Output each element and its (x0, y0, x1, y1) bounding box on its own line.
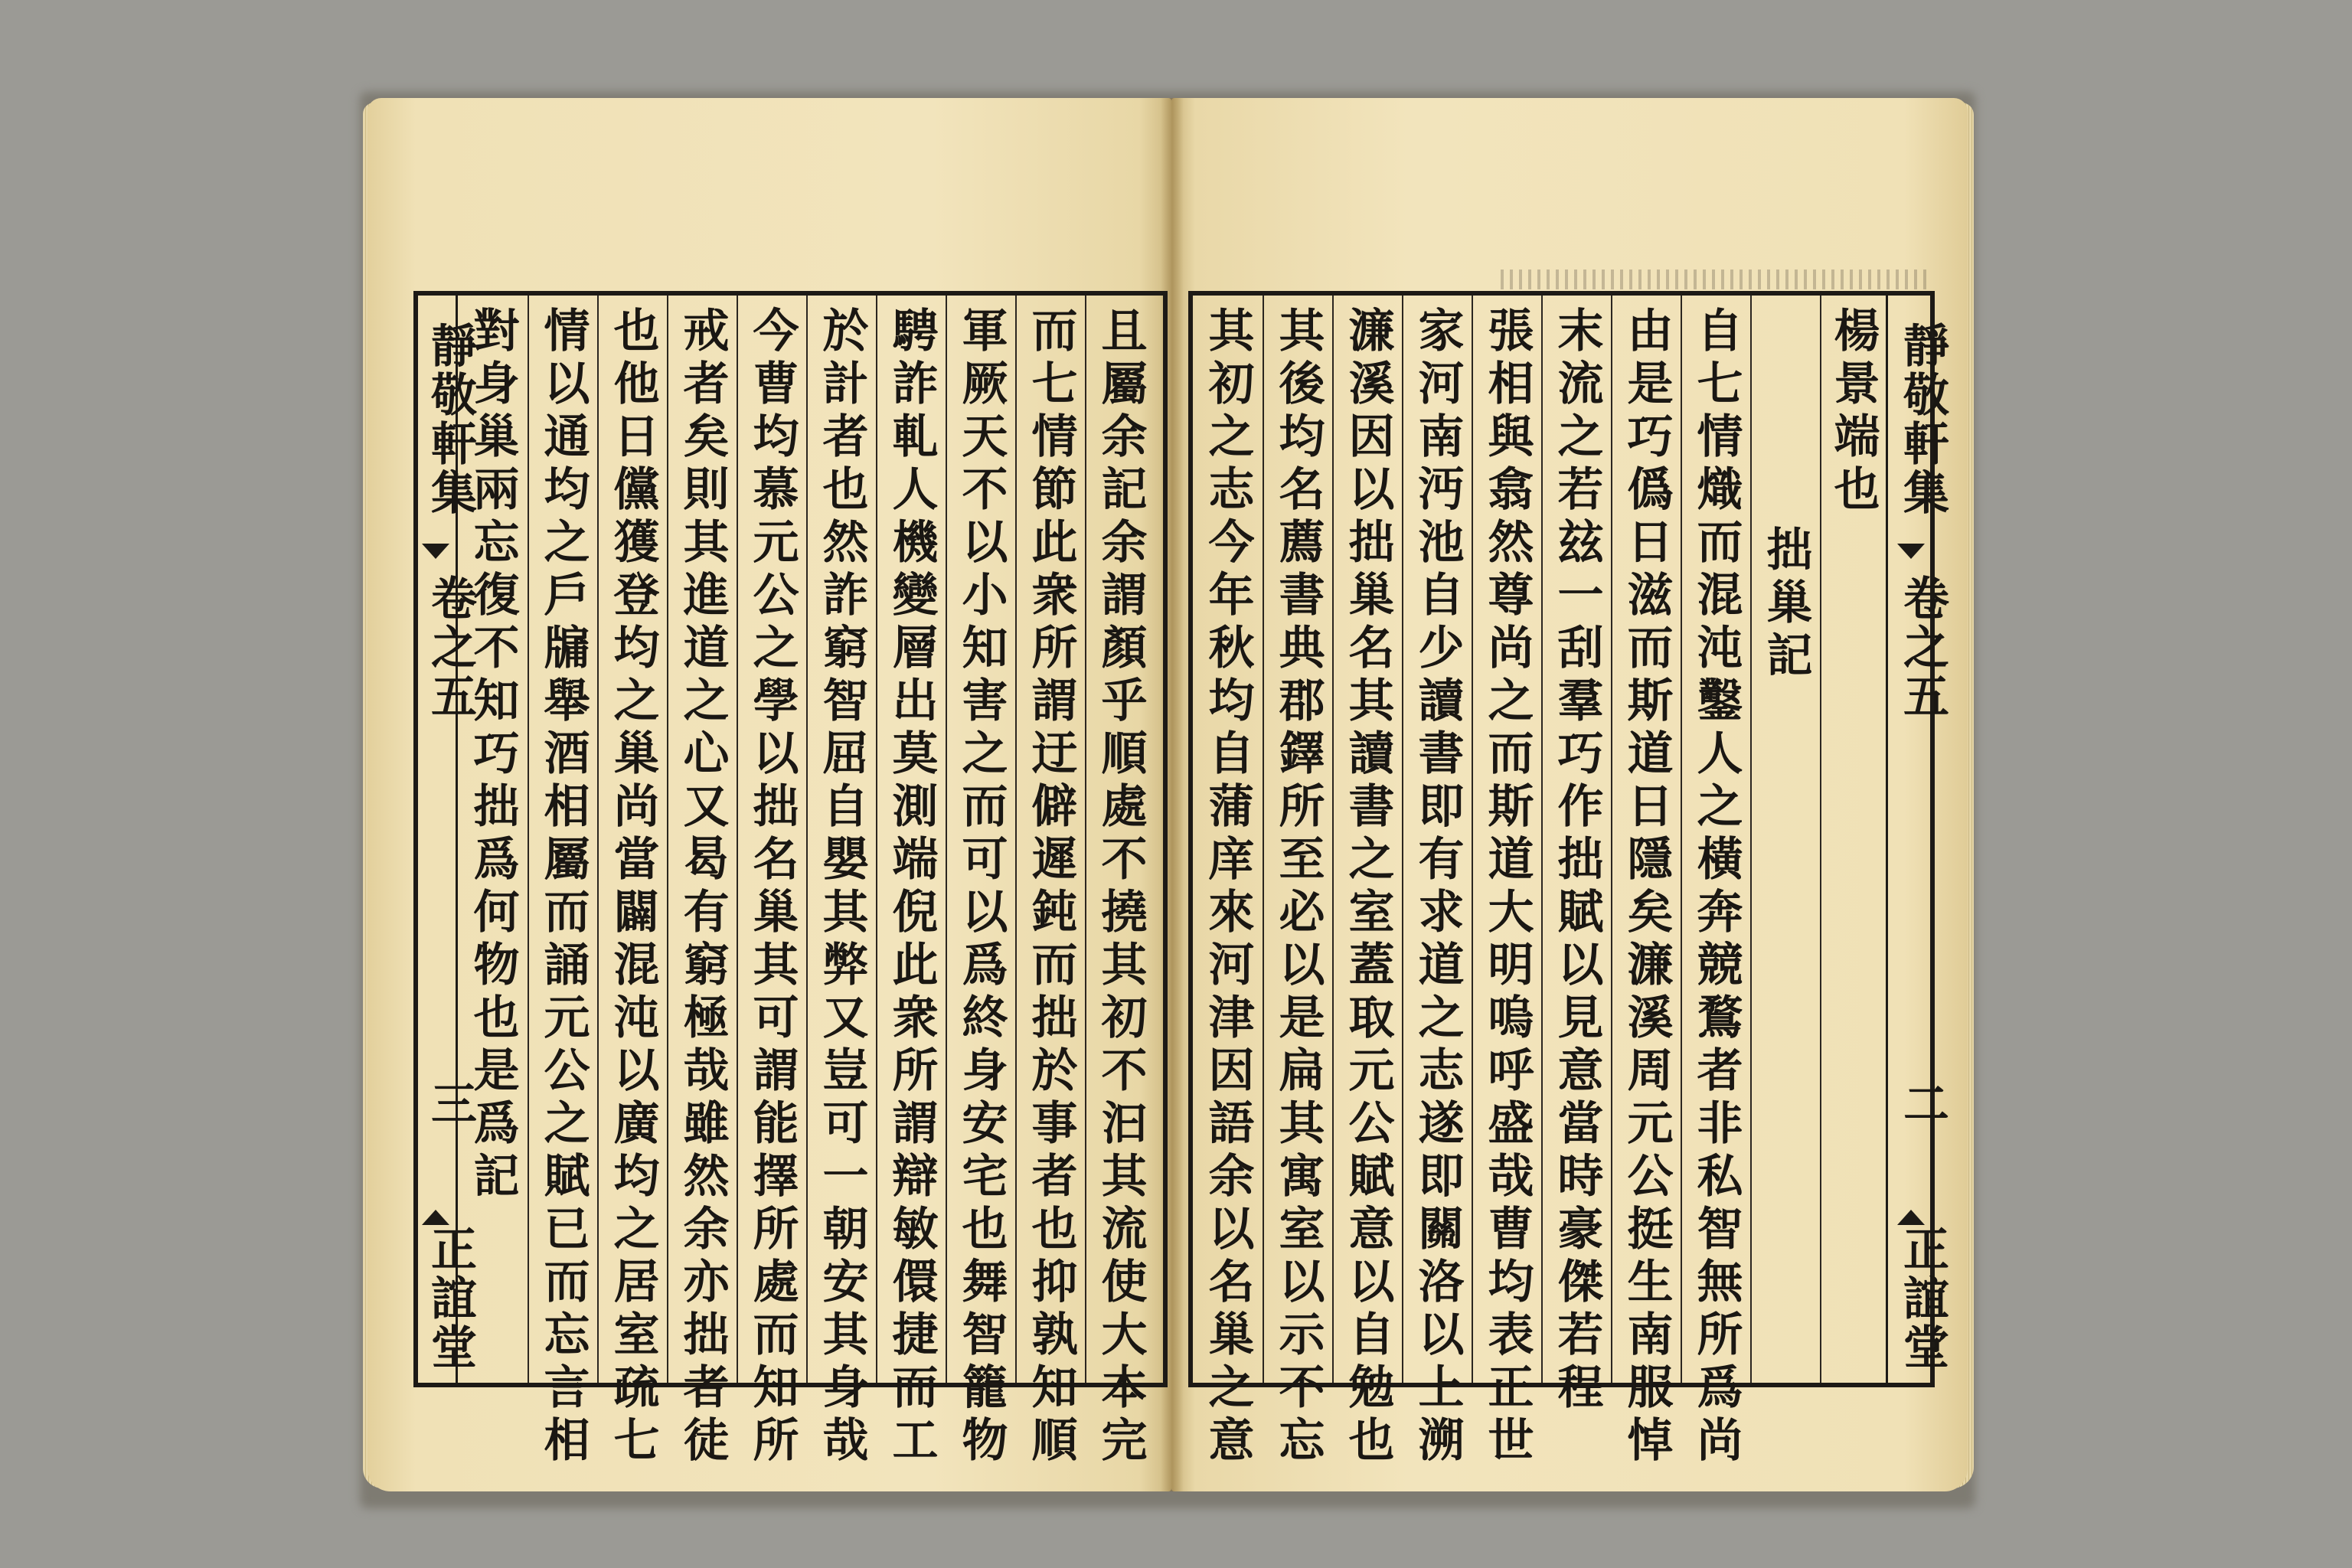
text-line: 家河南沔池自少讀書即有求道之志遂即關洛以上溯 (1410, 306, 1465, 1468)
text-line: 由是巧僞日滋而斯道日隱矣濂溪周元公挺生南服悼 (1619, 306, 1674, 1468)
text-line: 楊景端也 (1826, 306, 1880, 518)
left-text-column-4 (877, 296, 946, 1468)
left-margin-page: 三 (423, 1080, 477, 1129)
left-text-column-2 (1016, 296, 1086, 1468)
text-line: 濂溪因以拙巢名其讀書之室蓋取元公賦意以自勉也 (1341, 306, 1395, 1468)
text-line: 張相與翕然尊尚之而斯道大明嗚呼盛哉曹均表正世 (1480, 306, 1534, 1468)
text-line: 情以通均之戶牖舉酒相屬而誦元公之賦已而忘言相 (536, 306, 590, 1468)
fish-tail-mark-bottom (1897, 1210, 1925, 1225)
left-text-column-7 (668, 296, 737, 1468)
right-text-frame (1188, 291, 1949, 1468)
right-text-column-10 (1193, 296, 1263, 1468)
left-text-column-3 (946, 296, 1016, 1468)
text-line: 而七情節此衆所謂迂僻遲鈍而拙於事者也抑孰知順 (1024, 306, 1078, 1468)
text-line: 自七情熾而混沌鑿人之橫奔競鶩者非私智無所爲尚 (1689, 306, 1743, 1468)
left-text-frame (413, 291, 1168, 1468)
right-text-column-1 (1821, 296, 1886, 1383)
left-margin-publisher: 正誼堂 (423, 1225, 477, 1372)
right-text-column-6 (1472, 296, 1542, 1468)
ink-bleed (1501, 270, 1929, 289)
right-page-center-column (1886, 291, 1949, 1387)
text-line: 其初之志今年秋均自蒲庠來河津因語余以名巢之意 (1200, 306, 1255, 1468)
text-line: 也他日儻獲登均之巢尚當闢混沌以廣均之居室疏七 (606, 306, 660, 1468)
right-text-column-8 (1333, 296, 1403, 1468)
fish-tail-mark-bottom (422, 1210, 449, 1225)
right-text-column-2 (1751, 296, 1821, 1383)
right-text-column-5 (1542, 296, 1612, 1416)
text-line: 騁詐軋人機變層出莫測端倪此衆所謂辯敏儇捷而工 (884, 306, 939, 1468)
right-text-column-4 (1612, 296, 1681, 1468)
text-line: 軍厥天不以小知害之而可以爲終身安宅也舞智籠物 (954, 306, 1008, 1468)
text-line: 對身巢兩忘復不知巧拙爲何物也是爲記 (466, 306, 520, 1204)
right-margin-volume: 卷之五 (1896, 574, 1949, 721)
essay-title: 拙巢記 (1759, 525, 1813, 684)
left-text-column-8 (598, 296, 668, 1468)
text-line: 且屬余記余謂顏乎順處不撓其初不汩其流使大本完 (1093, 306, 1148, 1468)
left-margin-volume: 卷之五 (423, 574, 477, 721)
text-line: 戒者矣則其進道之心又曷有窮極哉雖然余亦拙者徒 (675, 306, 730, 1468)
text-line: 其後均名薦書典郡鐸所至必以是扁其寓室以示不忘 (1271, 306, 1325, 1468)
right-text-column-7 (1403, 296, 1472, 1468)
right-margin-title: 靜敬軒集 (1896, 322, 1949, 518)
right-margin-page: 二 (1896, 1080, 1949, 1129)
left-text-column-10 (458, 296, 528, 1383)
right-text-column-9 (1263, 296, 1333, 1468)
left-page-center-column (413, 291, 477, 1387)
right-text-column-3 (1681, 296, 1751, 1468)
left-text-column-6 (737, 296, 807, 1468)
left-margin-title: 靜敬軒集 (423, 322, 477, 518)
left-text-column-9 (528, 296, 598, 1468)
text-line: 今曹均慕元公之學以拙名巢其可謂能擇所處而知所 (745, 306, 799, 1468)
left-text-column-5 (807, 296, 877, 1468)
text-line: 末流之若玆一刮羣巧作拙賦以見意當時豪傑若程 (1550, 306, 1604, 1416)
left-text-column-1 (1086, 296, 1155, 1468)
right-margin-publisher: 正誼堂 (1896, 1225, 1949, 1372)
text-line: 於計者也然詐窮智屈自嬰其弊又豈可一朝安其身哉 (815, 306, 869, 1468)
fish-tail-mark (1897, 544, 1925, 559)
fish-tail-mark (422, 544, 449, 559)
